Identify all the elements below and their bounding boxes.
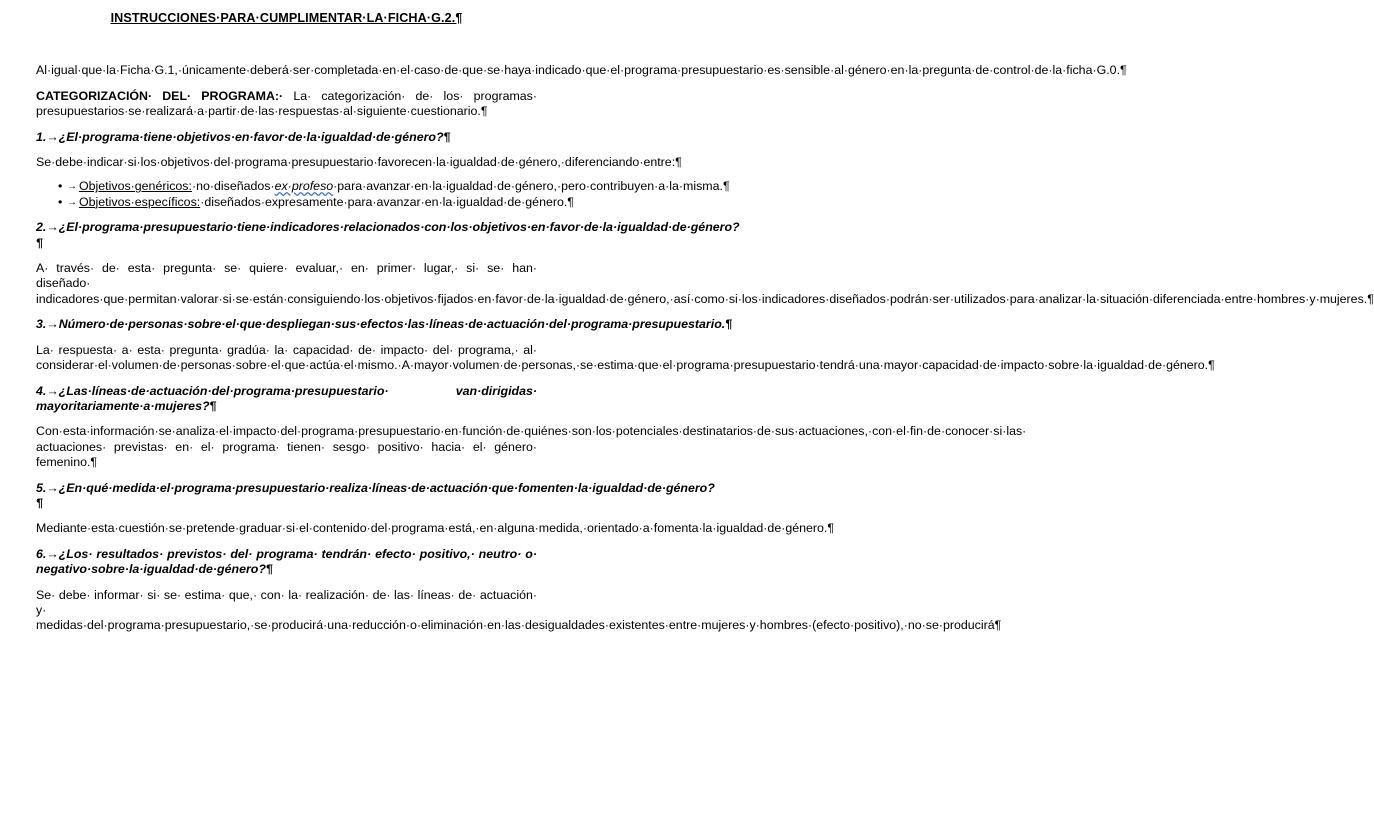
- spacer: [36, 26, 537, 63]
- categorization-label: CATEGORIZACIÓN· DEL· PROGRAMA:·: [36, 88, 284, 103]
- question-5-text: Mediante·esta·cuestión·se·pretende·graduar·si·el·contenido·del·programa·está,·en·alguna·medida,·orientado·a·fomenta·la·igualdad·de·género.¶: [36, 521, 835, 536]
- bullet-icon: •: [58, 179, 63, 194]
- question-6-text: Se· debe· informar· si· se· estima· que,· con· la· realización· de· las· líneas· de· actuación· y· medidas·del·programa·presupuestario,·se·producirá·una·reducción·o·eliminación·en·las·desigualdades·existentes·entre·mujeres·y·hombres·(efecto·positivo),·no·se·producirá¶: [36, 587, 1002, 633]
- question-4-heading: 4.→¿Las·líneas·de·actuación·del·programa·presupuestario· van·dirigidas· mayoritariamente·a·mujeres?¶: [36, 383, 537, 413]
- list-item-text: ·diseñados·expresamente·para·avanzar·en·la·igualdad·de·género.¶: [200, 194, 574, 209]
- list-item-text-end: ·para·avanzar·en·la·igualdad·de·género,·pero·contribuyen·a·la·misma.¶: [333, 179, 730, 194]
- question-1-heading: 1.→¿El·programa·tiene·objetivos·en·favor·de·la·igualdad·de·género?¶: [36, 129, 451, 144]
- list-item-term: Objetivos·genéricos:: [79, 179, 192, 194]
- categorization-paragraph: [36, 89, 537, 120]
- question-3-text: La· respuesta· a· esta· pregunta· gradúa· la· capacidad· de· impacto· del· programa,· al· considerar·el·volumen·de·personas·sobre·el·que·actúa·el·mismo.·A·mayor·volumen·de·personas,·se·estima·que·el·programa·presupuestario·tendrá·una·mayor·capacidad·de·impacto·sobre·la·igualdad·de·género.¶: [36, 342, 1215, 373]
- list-item-text: ·no·diseñados·: [191, 179, 275, 194]
- question-6-heading: 6.→¿Los· resultados· previstos· del· programa· tendrán· efecto· positivo,· neutro· o· negativo·sobre·la·igualdad·de·género?¶: [36, 546, 537, 577]
- question-2-text: A· través· de· esta· pregunta· se· quiere· evaluar,· en· primer· lugar,· si· se· han· diseñado· indicadores·que·permitan·valorar·si·se·están·consiguiendo·los·objetivos·fijados·en·favor·de·la·igualdad·de·género,·así·como·si·los·indicadores·diseñados·podrán·ser·utilizados·para·analizar·la·situación·diferenciada·entre·hombres·y·mujeres.¶: [36, 261, 1374, 306]
- question-4-text: Con·esta·información·se·analiza·el·impacto·del·programa·presupuestario·en·función·de·quiénes·son·los·potenciales·destinatarios·de·sus·actuaciones,·con·el·fin·de·conocer·si·las· actuaciones· previstas· en· el· programa· tienen· sesgo· positivo· hacia· el· género· femenino.¶: [36, 424, 1027, 470]
- question-5-heading: 5.→¿En·qué·medida·el·programa·presupuestario·realiza·líneas·de·actuación·que·fomenten·la·igualdad·de·género?¶: [36, 480, 715, 510]
- categorization-text: La· categorización· de· los· programas· presupuestarios·se·realizará·a·partir·de·las·respuestas·al·siguiente·cuestionario.¶: [36, 88, 538, 119]
- question-2-heading: 2.→¿El·programa·presupuestario·tiene·indicadores·relacionados·con·los·objetivos·en·favor·de·la·igualdad·de·género?¶: [36, 220, 740, 250]
- question-3-heading: 3.→Número·de·personas·sobre·el·que·despliegan·sus·efectos·las·líneas·de·actuación·del·programa·presupuestario.¶: [36, 317, 733, 332]
- list-item: [36, 179, 730, 194]
- intro-paragraph: Al·igual·que·la·Ficha·G.1,·únicamente·deberá·ser·completada·en·el·caso·de·que·se·haya·indicado·que·el·programa·presupuestario·es·sensible·al·género·en·la·pregunta·de·control·de·la·ficha·G.0.¶: [36, 63, 1127, 78]
- bullet-icon: •: [58, 194, 63, 209]
- spellcheck-word[interactable]: ex·profeso: [274, 179, 334, 194]
- tab-arrow-icon: →: [67, 181, 77, 193]
- list-item: [36, 194, 574, 210]
- document-title: INSTRUCCIONES·PARA·CUMPLIMENTAR·LA·FICHA·G.2.¶: [110, 11, 463, 25]
- tab-arrow-icon: →: [67, 196, 77, 208]
- objectives-list: [36, 179, 730, 210]
- list-item-term: Objetivos·específicos:: [79, 194, 201, 209]
- question-1-text: Se·debe·indicar·si·los·objetivos·del·programa·presupuestario·favorecen·la·igualdad·de·género,·diferenciando·entre:¶: [36, 155, 682, 170]
